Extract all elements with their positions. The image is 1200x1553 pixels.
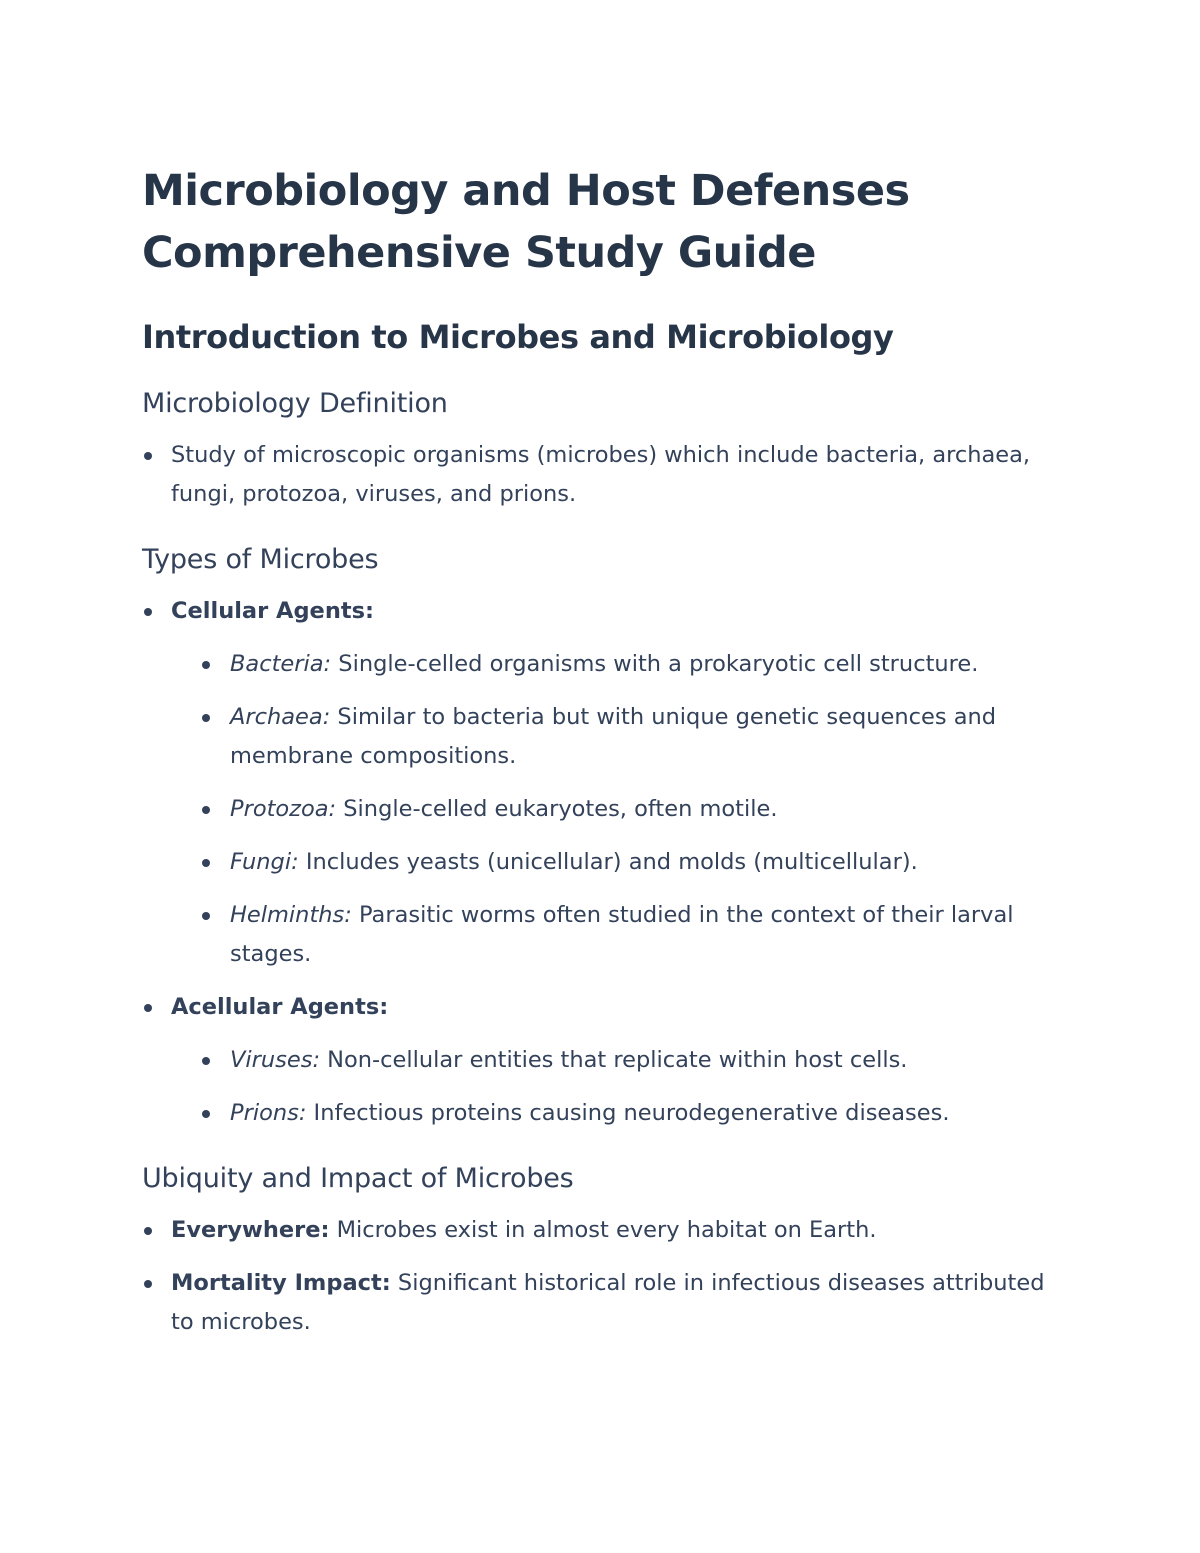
cellular-agents-item [142,592,1062,974]
list-item-bacteria [200,645,1062,684]
desc-archaea: Similar to bacteria but with unique genetic sequences and membrane compositions. [230,704,997,769]
definition-heading: Microbiology Definition [142,388,448,419]
desc-helminths: Parasitic worms often studied in the context of their larval stages. [230,902,1014,967]
cellular-agents-label: Cellular Agents: [171,598,374,624]
list-item-archaea [200,698,1062,776]
types-list [142,592,1062,1133]
types-heading: Types of Microbes [142,544,379,575]
list-item-fungi [200,843,1062,882]
desc-prions: Infectious proteins causing neurodegenerative diseases. [306,1100,950,1126]
term-archaea: Archaea: [230,704,331,730]
desc-viruses: Non-cellular entities that replicate within host cells. [320,1047,908,1073]
list-item-protozoa [200,790,1062,829]
desc-mortality-impact: Significant historical role in infectious diseases attributed to microbes. [171,1270,1045,1335]
term-bacteria: Bacteria: [230,651,332,677]
term-fungi: Fungi: [230,849,299,875]
acellular-agents-item [142,988,1062,1133]
document-title [142,160,1062,284]
document-page [142,160,1062,1342]
list-item-mortality-impact [142,1264,1062,1342]
title-line-2: Comprehensive Study Guide [142,228,816,278]
desc-everywhere: Microbes exist in almost every habitat on Earth. [329,1217,877,1243]
desc-fungi: Includes yeasts (unicellular) and molds (multicellular). [298,849,918,875]
cellular-agents-list [171,645,1062,974]
term-viruses: Viruses: [230,1047,321,1073]
definition-item: Study of microscopic organisms (microbes) which include bacteria, archaea, fungi, protozoa, viruses, and prions. [142,436,1062,514]
list-item-everywhere [142,1211,1062,1250]
term-prions: Prions: [230,1100,307,1126]
section-heading: Introduction to Microbes and Microbiology [142,318,894,356]
term-protozoa: Protozoa: [230,796,337,822]
term-helminths: Helminths: [230,902,352,928]
list-item-helminths [200,896,1062,974]
acellular-agents-label: Acellular Agents: [171,994,389,1020]
term-everywhere: Everywhere: [171,1217,330,1243]
term-mortality-impact: Mortality Impact: [171,1270,391,1296]
desc-protozoa: Single-celled eukaryotes, often motile. [336,796,778,822]
ubiquity-heading: Ubiquity and Impact of Microbes [142,1163,574,1194]
acellular-agents-list [171,1041,1062,1133]
desc-bacteria: Single-celled organisms with a prokaryotic cell structure. [331,651,979,677]
title-line-1: Microbiology and Host Defenses [142,166,910,216]
list-item-viruses [200,1041,1062,1080]
definition-list [142,436,1062,514]
ubiquity-list [142,1211,1062,1342]
list-item-prions [200,1094,1062,1133]
